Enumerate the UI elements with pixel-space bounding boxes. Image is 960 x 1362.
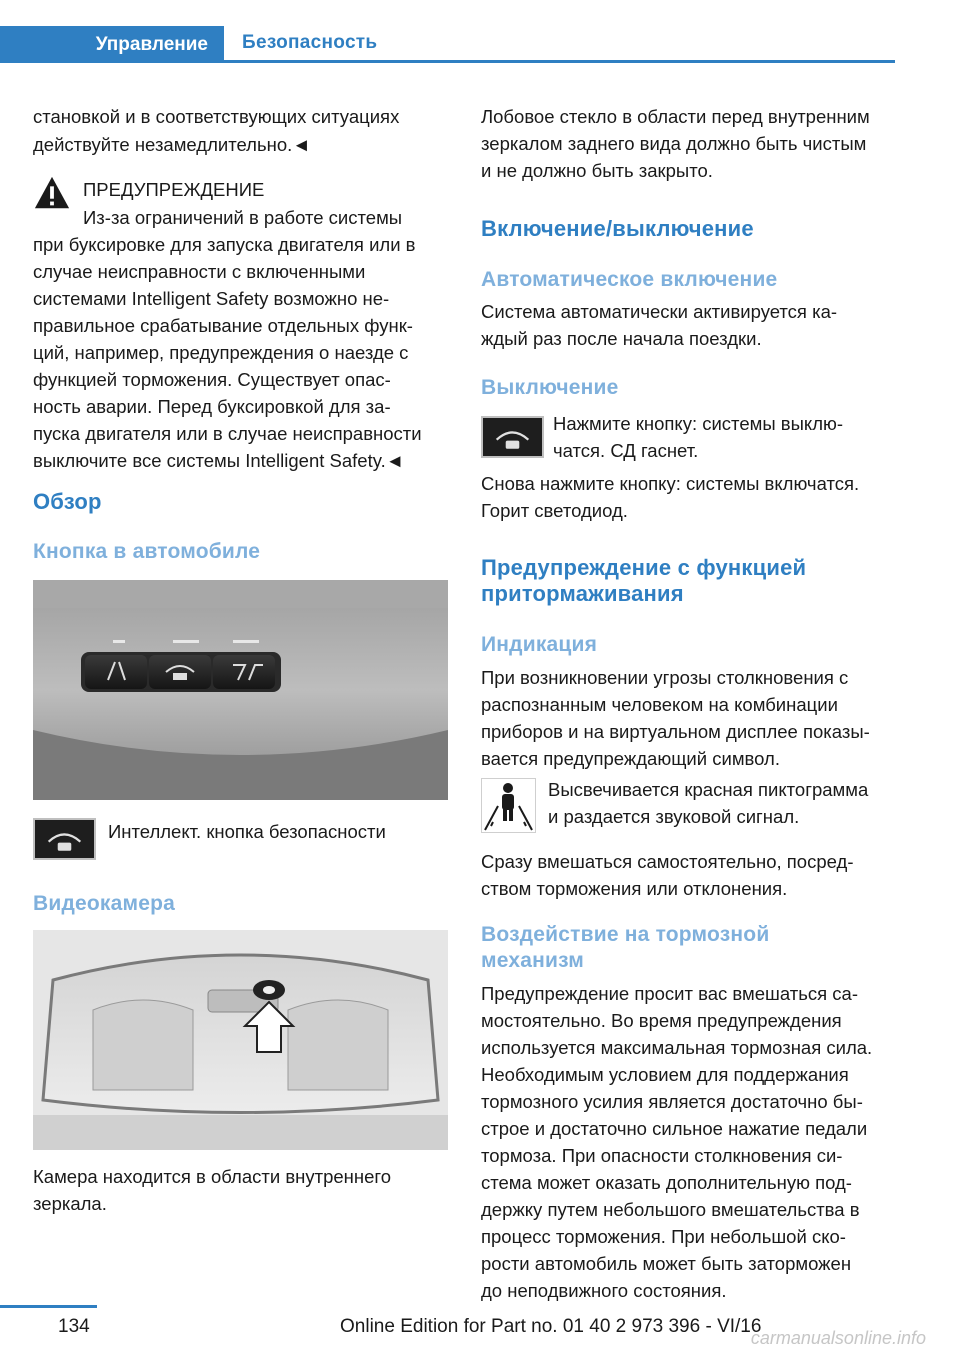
pedestrian-warning-icon (481, 778, 536, 833)
paragraph-on-again: Горит светодиод. (481, 500, 628, 521)
heading-button-in-car: Кнопка в автомобиле (33, 540, 261, 563)
watermark: carmanualsonline.info (750, 1328, 926, 1348)
off-instruction-line1: Нажмите кнопку: системы выклю- (553, 413, 844, 434)
safety-button-icon (481, 416, 544, 458)
pictogram-text-line2: и раздается звуковой сигнал. (548, 806, 800, 827)
warning-line: случае неисправности с включенными (33, 261, 366, 282)
paragraph-brake: процесс торможения. При небольшой ско- (481, 1226, 846, 1247)
paragraph-brake: строе и достаточно сильное нажатие педали (481, 1118, 868, 1139)
paragraph-on-again: Снова нажмите кнопку: системы включатся. (481, 473, 860, 494)
warning-line: Из-за ограничений в работе системы (83, 207, 403, 228)
heading-indication: Индикация (481, 633, 598, 656)
warning-title: ПРЕДУПРЕЖДЕНИЕ (83, 179, 265, 200)
warning-line: правильное срабатывание отдельных функ- (33, 315, 413, 336)
pictogram-text-line1: Высвечивается красная пиктограмма (548, 779, 869, 800)
warning-line: пуска двигателя или в случае неисправности (33, 423, 422, 444)
button-caption: Интеллект. кнопка безопасности (108, 821, 386, 842)
paragraph-indication: приборов и на виртуальном дисплее показы- (481, 721, 870, 742)
button-panel-photo (33, 580, 448, 800)
footer-rule (0, 1305, 97, 1308)
camera-location-photo (33, 930, 448, 1150)
paragraph-indication: При возникновении угрозы столкновения с (481, 667, 849, 688)
warning-triangle-icon (33, 174, 71, 212)
warning-line: функцией торможения. Существует опас- (33, 369, 391, 390)
paragraph-brake: Предупреждение просит вас вмешаться са- (481, 983, 859, 1004)
heading-overview: Обзор (33, 489, 102, 514)
off-instruction-line2: чатся. СД гаснет. (553, 440, 699, 461)
heading-braking-warning: притормаживания (481, 581, 684, 606)
safety-button-icon (33, 818, 96, 860)
paragraph-action: Сразу вмешаться самостоятельно, посред- (481, 851, 854, 872)
heading-off: Выключение (481, 376, 619, 399)
camera-caption-line2: зеркала. (33, 1193, 107, 1214)
paragraph-windshield: Лобовое стекло в области перед внутренним (481, 106, 870, 127)
warning-line: ций, например, предупреждения о наезде с (33, 342, 409, 363)
paragraph-brake: тормоза. При опасности столкновения си- (481, 1145, 843, 1166)
paragraph-auto: ждый раз после начала поездки. (481, 328, 762, 349)
paragraph-indication: распознанным человеком на комбинации (481, 694, 838, 715)
warning-line: выключите все системы Intelligent Safety.◄ (33, 450, 405, 471)
warning-line: системами Intelligent Safety возможно не- (33, 288, 390, 309)
footer-edition: Online Edition for Part no. 01 40 2 973 396 - VI/16 (340, 1316, 762, 1337)
heading-camera: Видеокамера (33, 892, 176, 915)
paragraph-brake: рости автомобиль может быть заторможен (481, 1253, 852, 1274)
paragraph-action: ством торможения или отклонения. (481, 878, 788, 899)
heading-brake-intervention: Воздействие на тормозной (481, 923, 770, 946)
paragraph-brake: используется максимальная тормозная сила. (481, 1037, 873, 1058)
paragraph-brake: Необходимым условием для поддержания (481, 1064, 849, 1085)
tab-controls[interactable]: Управление (0, 26, 224, 63)
heading-braking-warning: Предупреждение с функцией (481, 555, 807, 580)
paragraph-windshield: зеркалом заднего вида должно быть чистым (481, 133, 867, 154)
header-rule (0, 60, 895, 63)
paragraph-auto: Система автоматически активируется ка- (481, 301, 838, 322)
paragraph-brake: мостоятельно. Во время предупреждения (481, 1010, 842, 1031)
paragraph-brake: держку путем небольшого вмешательства в (481, 1199, 860, 1220)
paragraph-brake: тормозного усилия является достаточно бы- (481, 1091, 863, 1112)
paragraph-indication: вается предупреждающий символ. (481, 748, 780, 769)
paragraph-intro-line1: становкой и в соответствующих ситуациях (33, 106, 400, 127)
camera-caption-line1: Камера находится в области внутреннего (33, 1166, 392, 1187)
paragraph-brake: до неподвижного состояния. (481, 1280, 727, 1301)
page-number: 134 (58, 1316, 90, 1337)
heading-brake-intervention: механизм (481, 949, 584, 972)
warning-line: ность аварии. Перед буксировкой для за- (33, 396, 391, 417)
paragraph-intro-line2: действуйте незамедлительно.◄ (33, 134, 311, 155)
heading-on-off: Включение/выключение (481, 216, 754, 241)
paragraph-brake: стема может оказать дополнительную под- (481, 1172, 852, 1193)
paragraph-windshield: и не должно быть закрыто. (481, 160, 713, 181)
heading-auto-on: Автоматическое включение (481, 268, 778, 291)
warning-line: при буксировке для запуска двигателя или в (33, 234, 416, 255)
tab-safety[interactable]: Безопасность (242, 32, 378, 53)
